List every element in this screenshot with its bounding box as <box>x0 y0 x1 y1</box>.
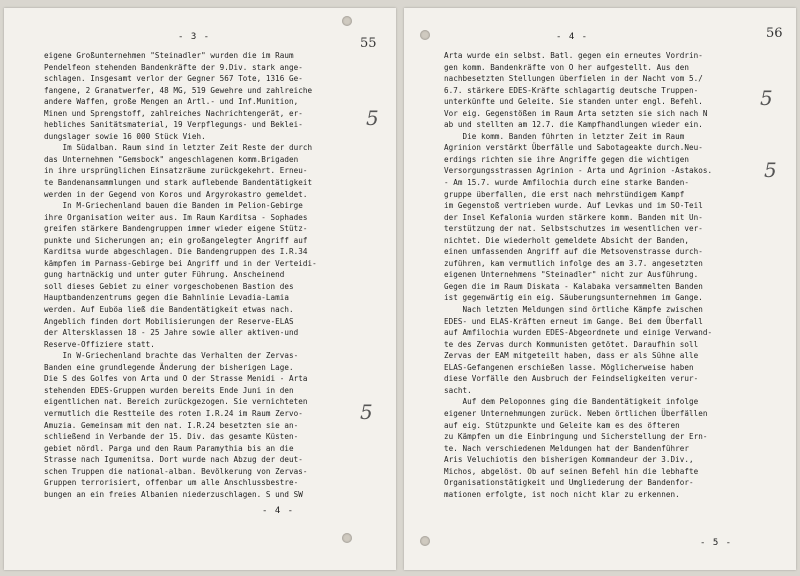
archive-page-stamp: 55 <box>360 36 377 51</box>
page-header-number: - 4 - <box>556 32 589 42</box>
text-line: der Insel Kefalonia wurden stärkere komm. Banden mit Un- <box>444 212 703 222</box>
text-line: Auf dem Peloponnes ging die Bandentätigkeit infolge <box>444 397 699 407</box>
text-line: te Bandenansammlungen und stark auflebende Bandentätigkeit <box>44 178 313 188</box>
text-line: Die S des Golfes von Arta und O der Strasse Menidi - Arta <box>44 374 308 384</box>
text-line: Angeblich finden dort Mobilisierungen der Reserve-ELAS <box>44 316 294 326</box>
text-line: Gegen die im Raum Diskata - Kalabaka versammelten Banden <box>444 281 703 291</box>
text-line: Hauptbandenzentrums gegen die Bahnlinie Levadia-Lamia <box>44 293 289 303</box>
text-line: mationen erfolgte, ist noch nicht klar zu erkennen. <box>444 489 680 499</box>
text-line: auf Amfilochia wurden EDES-Abgeordnete und einige Verwand- <box>444 328 713 338</box>
body-text <box>444 50 766 500</box>
text-line: schen Truppen die national-alban. Bevölkerung von Zervas- <box>44 466 308 476</box>
text-line: andere Waffen, große Mengen an Artl.- und Inf.Munition, <box>44 97 299 107</box>
text-line: schlagen. Insgesamt verlor der Gegner 567 Tote, 1316 Ge- <box>44 74 303 84</box>
page-footer-number: - 5 - <box>700 538 733 548</box>
text-line: gruppe überfallen, die erst nach mehrstündigem Kampf <box>444 189 685 199</box>
text-line: Nach letzten Meldungen sind örtliche Kämpfe zwischen <box>444 305 703 315</box>
text-line: Michos, abgelöst. Ob auf seinen Befehl hin die lebhafte <box>444 466 699 476</box>
text-line: diese Vorfälle den Ausbruch der Feindseligkeiten verur- <box>444 374 699 384</box>
punch-hole-top <box>342 16 352 26</box>
text-line: bungen an ein freies Albanien niederzuschlagen. S und SW <box>44 489 303 499</box>
text-line: 6.7. stärkere EDES-Kräfte schlagartig deutsche Truppen- <box>444 85 699 95</box>
text-line: ihre Organisation weiter aus. Im Raum Karditsa - Sophades <box>44 212 308 222</box>
text-line: einen umfassenden Angriff auf die Metsovenstrasse durch- <box>444 247 703 257</box>
margin-mark: 5 <box>760 86 773 110</box>
text-line: fangene, 2 Granatwerfer, 48 MG, 519 Gewehre und zahlreiche <box>44 85 313 95</box>
text-line: ab und stellten am 12.7. die Kampfhandlungen wieder ein. <box>444 120 703 130</box>
text-line: Strasse nach Igumenitsa. Dort wurde nach Abzug der deut- <box>44 455 303 465</box>
text-line: sacht. <box>444 385 472 395</box>
document-page-right <box>404 8 796 570</box>
text-line: Gruppen terrorisiert, offenbar um alle Anschlussbestre- <box>44 478 299 488</box>
archive-page-stamp: 56 <box>766 26 783 41</box>
text-line: In W-Griechenland brachte das Verhalten der Zervas- <box>44 351 299 361</box>
text-line: eigentlichen nat. Bereich zurückgezogen. Sie vernichteten <box>44 397 308 407</box>
text-line: hebliches Sanitätsmaterial, 19 Verpflegungs- und Beklei- <box>44 120 303 130</box>
text-line: werden. Auf Euböa ließ die Bandentätigkeit etwas nach. <box>44 305 294 315</box>
text-line: te. Nach verschiedenen Meldungen hat der Bandenführer <box>444 443 689 453</box>
text-line: te des Zervas durch Kommunisten getötet. Daraufhin soll <box>444 339 699 349</box>
text-line: - Am 15.7. wurde Amfilochia durch eine starke Banden- <box>444 178 689 188</box>
text-line: vermutlich die Restteile des roten I.R.24 im Raum Zervo- <box>44 408 303 418</box>
text-line: Minen und Sprengstoff, zahlreiches Nachrichtengerät, er- <box>44 108 303 118</box>
text-line: Aris Veluchiotis den bisherigen Kommandeur der 3.Div., <box>444 455 694 465</box>
text-line: kämpfen im Parnass-Gebirge bei Angriff und in der Verteidi- <box>44 258 317 268</box>
punch-hole-bottom <box>420 536 430 546</box>
text-line: Agrinion verstärkt Überfälle und Sabotageakte durch.Neu- <box>444 143 703 153</box>
text-line: punkte und Sicherungen an; ein großangelegter Angriff auf <box>44 235 308 245</box>
text-line: Amuzia. Gemeinsam mit den nat. I.R.24 besetzten sie an- <box>44 420 299 430</box>
margin-mark: 5 <box>764 158 777 182</box>
text-line: schließend in Verbande der 15. Div. das gesamte Küsten- <box>44 432 299 442</box>
text-line: Banden eine grundlegende Änderung der bisherigen Lage. <box>44 362 294 372</box>
margin-mark: 5 <box>360 400 373 424</box>
text-line: das Unternehmen "Gemsbock" angeschlagenen komm.Brigaden <box>44 154 299 164</box>
text-line: In M-Griechenland bauen die Banden im Pelion-Gebirge <box>44 201 303 211</box>
text-line: stehenden EDES-Gruppen wurden bereits Ende Juni in den <box>44 385 294 395</box>
text-line: Versorgungsstrassen Agrinion - Arta und Agrinion -Astakos. <box>444 166 713 176</box>
punch-hole-top <box>420 30 430 40</box>
text-line: Karditsa wurde abgeschlagen. Die Bandengruppen des I.R.34 <box>44 247 308 257</box>
text-line: unterkünfte und Geleite. Sie standen unter engl. Befehl. <box>444 97 703 107</box>
text-line: Zervas der EAM mitgeteilt haben, dass er als Sühne alle <box>444 351 699 361</box>
text-line: gebiet nördl. Parga und den Raum Paramythia bis an die <box>44 443 294 453</box>
text-line: gung hartnäckig und unter guter Führung. Anscheinend <box>44 270 285 280</box>
text-line: dungslager sowie 16 000 Stück Vieh. <box>44 131 206 141</box>
text-line: ELAS-Gefangenen erschießen lasse. Möglicherweise haben <box>444 362 694 372</box>
text-line: zuführen, kam vermutlich infolge des am 3.7. angesetzten <box>444 258 703 268</box>
text-line: Im Südalban. Raum sind in letzter Zeit Reste der durch <box>44 143 313 153</box>
text-line: eigenen Unternehmens "Steinadler" nicht zur Ausführung. <box>444 270 699 280</box>
document-page-left <box>4 8 396 570</box>
text-line: Reserve-Offiziere statt. <box>44 339 155 349</box>
page-header-number: - 3 - <box>178 32 211 42</box>
body-text <box>44 50 366 500</box>
text-line: erdings richten sie ihre Angriffe gegen die wichtigen <box>444 154 689 164</box>
text-line: im Gegenstoß vertrieben wurde. Auf Levkas und im SO-Teil <box>444 201 703 211</box>
text-line: eigene Großunternehmen "Steinadler" wurden die im Raum <box>44 51 294 60</box>
text-line: soll dieses Gebiet zu einer vorgeschobenen Bastion des <box>44 281 294 291</box>
text-line: der Altersklassen 18 - 25 Jahre sowie aller aktiven-und <box>44 328 299 338</box>
text-line: ist gegenwärtig ein eig. Säuberungsunternehmen im Gange. <box>444 293 703 303</box>
text-line: in ihre ursprünglichen Einsatzräume zurückgekehrt. Erneu- <box>44 166 308 176</box>
text-line: nachbesetzten Stellungen überfielen in der Nacht vom 5./ <box>444 74 703 84</box>
page-footer-number: - 4 - <box>262 506 295 516</box>
text-line: Vor eig. Gegenstößen im Raum Arta setzten sie sich nach N <box>444 108 708 118</box>
margin-mark: 5 <box>366 106 379 130</box>
text-line: Pendelfeon stehenden Bandenkräfte der 9.Div. stark ange- <box>44 62 303 72</box>
text-line: EDES- und ELAS-Kräften erneut im Gange. Bei dem Überfall <box>444 316 703 326</box>
text-line: auf eig. Stützpunkte und Geleite kam es des öfteren <box>444 420 680 430</box>
text-line: Die komm. Banden führten in letzter Zeit im Raum <box>444 131 685 141</box>
text-line: zu Kämpfen um die Einbringung und Sicherstellung der Ern- <box>444 432 708 442</box>
text-line: terstützung der nat. Selbstschutzes im wesentlichen ver- <box>444 224 703 234</box>
text-line: Arta wurde ein selbst. Batl. gegen ein erneutes Vordrin- <box>444 51 703 60</box>
text-line: Organisationstätigkeit und Umgliederung der Bandenfor- <box>444 478 694 488</box>
text-line: gen komm. Bandenkräfte von O her aufgestellt. Aus den <box>444 62 689 72</box>
text-line: eigener Unternehmungen zurück. Neben örtlichen Überfällen <box>444 408 708 418</box>
text-line: greifen stärkere Bandengruppen immer wieder eigene Stütz- <box>44 224 308 234</box>
text-line: nichtet. Die wiederholt gemeldete Absicht der Banden, <box>444 235 689 245</box>
punch-hole-bottom <box>342 533 352 543</box>
text-line: werden in der Gegend von Koros und Argyrokastro gemeldet. <box>44 189 308 199</box>
